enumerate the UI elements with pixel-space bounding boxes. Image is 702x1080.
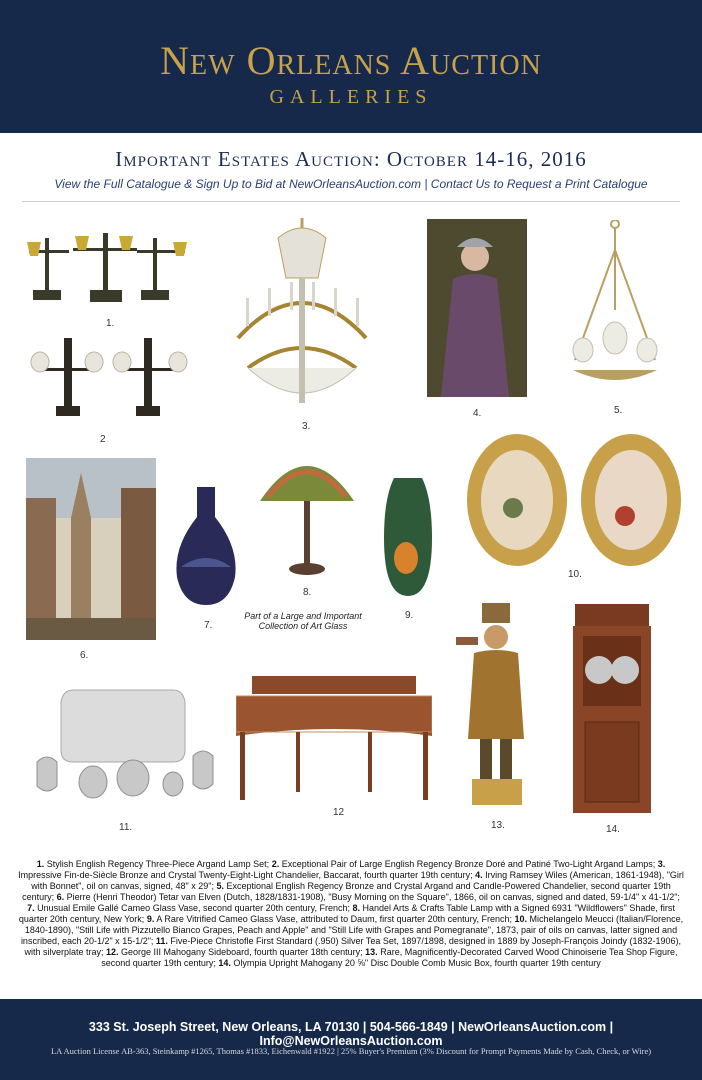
caption-lot-text: Unusual Emile Gallé Cameo Glass Vase, second quarter 20th century, French;: [34, 903, 353, 913]
caption-lot-text: Olympia Upright Mahogany 20 ⅝" Disc Double Comb Music Box, fourth quarter 19th century: [230, 958, 601, 968]
caption-lot-number: 9.: [146, 914, 155, 924]
header-banner: [0, 0, 702, 133]
lot-10-number: 10.: [568, 569, 582, 580]
caption-lot-text: A Rare Vitrified Cameo Glass Vase, attributed to Daum, first quarter 20th century, French;: [154, 914, 515, 924]
lot-9-number: 9.: [405, 610, 414, 621]
footer: [0, 999, 702, 1080]
lot-11-tea-set-image: [33, 684, 219, 804]
lot-7-number: 7.: [204, 620, 213, 631]
lot-4-painting-image: [427, 219, 527, 397]
lot-13-number: 13.: [491, 820, 505, 831]
divider: [22, 201, 680, 202]
caption-lot-number: 13.: [365, 947, 378, 957]
lot-14-music-box-image: [571, 604, 653, 813]
caption-lot-number: 2.: [271, 859, 280, 869]
art-glass-note: Part of a Large and Important Collection of Art Glass: [244, 611, 362, 631]
lot-14-number: 14.: [606, 824, 620, 835]
lot-1-argand-lamp-set-image: [25, 228, 195, 308]
lot-3-chandelier-image: [218, 218, 386, 413]
caption-lot-number: 6.: [56, 892, 65, 902]
lot-8-table-lamp-image: [258, 453, 356, 578]
lot-11-number: 11.: [119, 822, 133, 833]
lot-4-number: 4.: [473, 408, 482, 419]
caption-lot-number: 5.: [216, 881, 224, 891]
lot-12-number: 12: [333, 807, 345, 818]
caption-lot-text: Stylish English Regency Three-Piece Argand Lamp Set;: [44, 859, 272, 869]
lot-2-number: 2: [100, 434, 106, 445]
lot-10-still-life-paintings-image: [465, 432, 683, 569]
caption-lot-number: 8.: [352, 903, 360, 913]
lot-3-number: 3.: [302, 421, 311, 432]
footer-license: LA Auction License AB-363, Steinkamp #1265, Thomas #1833, Eichenwald #1922 | 25% Buyer's Premium (3% Discount for Prompt Payments Made by Cash, Check, or Wire): [50, 1046, 652, 1056]
caption-lot-number: 10.: [514, 914, 528, 924]
caption-lot-text: Five-Piece Christofle First Standard (.950) Silver Tea Set, 1897/1898, designed in 1889 by Joseph-François Joindy (1832-1906), with silverplate tray;: [24, 936, 682, 957]
lot-5-chandelier-image: [565, 220, 665, 390]
lot-1-number: 1.: [106, 318, 115, 329]
brand-title: New Orleans Auction: [160, 38, 542, 83]
caption-lot-text: Pierre (Henri Theodor) Tetar van Elven (Dutch, 1828/1831-1908), "Busy Morning on the Square", 1866, oil on canvas, signed and dated, 59-1/4" x 41-1/2";: [64, 892, 680, 902]
caption-lot-text: Impressive Fin-de-Siècle Bronze and Crystal Twenty-Eight-Light Chandelier, Baccarat, fourth quarter 19th century;: [18, 870, 476, 880]
lot-5-number: 5.: [614, 405, 623, 416]
caption-lot-number: 3.: [657, 859, 666, 869]
caption-lot-text: Rare, Magnificently-Decorated Carved Wood Chinoiserie Tea Shop Figure, second quarter 19th century;: [101, 947, 678, 968]
event-title: Important Estates Auction: October 14-16, 2016: [115, 147, 587, 171]
caption-lot-number: 1.: [36, 859, 45, 869]
caption-lot-number: 7.: [27, 903, 35, 913]
caption-lot-text: Irving Ramsey Wiles (American, 1861-1948), "Girl with Bonnet", oil on canvas, signed, 48" x 29";: [31, 870, 684, 891]
lot-7-vase-image: [175, 487, 237, 605]
lot-6-painting-image: [26, 458, 156, 640]
caption-lot-text: Handel Arts & Crafts Table Lamp with a Signed 6931 "Wildflowers" Shade, first quarter 20th century, New York;: [18, 903, 675, 924]
caption-lot-text: Michelangelo Meucci (Italian/Florence, 1840-1890), "Still Life with Pizzutello Bianco Grapes, Peach and Apple" and "Still Life with Grapes and Pomegranate", 1873, pair of oils on canvas, latter signed and inscribed, each 20-1/2" x 15-1/2";: [20, 914, 684, 946]
catalogue-link[interactable]: View the Full Catalogue & Sign Up to Bid at NewOrleansAuction.com | Contact Us to Request a Print Catalogue: [54, 177, 648, 191]
caption-lot-text: Exceptional Pair of Large English Regency Bronze Doré and Patiné Two-Light Argand Lamps;: [279, 859, 658, 869]
brand-subtitle: GALLERIES: [269, 86, 433, 108]
lot-2-argand-lamps-image: [28, 334, 190, 419]
lot-13-carved-figure-image: [456, 603, 538, 805]
lot-8-number: 8.: [303, 587, 312, 598]
caption-lot-number: 12.: [106, 947, 119, 957]
caption-lot-text: Exceptional English Regency Bronze and Crystal Argand and Candle-Powered Chandelier, second quarter 19th century;: [22, 881, 671, 902]
lot-9-vase-image: [384, 478, 432, 596]
caption-lot-number: 14.: [218, 958, 231, 968]
lot-12-sideboard-image: [236, 674, 432, 802]
lot-6-number: 6.: [80, 650, 89, 661]
footer-contact: 333 St. Joseph Street, New Orleans, LA 70130 | 504-566-1849 | NewOrleansAuction.com | Info@NewOrleansAuction.com: [88, 1020, 614, 1048]
caption-lot-number: 11.: [155, 936, 168, 946]
caption-lot-text: George III Mahogany Sideboard, fourth quarter 18th century;: [118, 947, 366, 957]
lot-descriptions: [18, 859, 684, 969]
caption-lot-number: 4.: [475, 870, 483, 880]
